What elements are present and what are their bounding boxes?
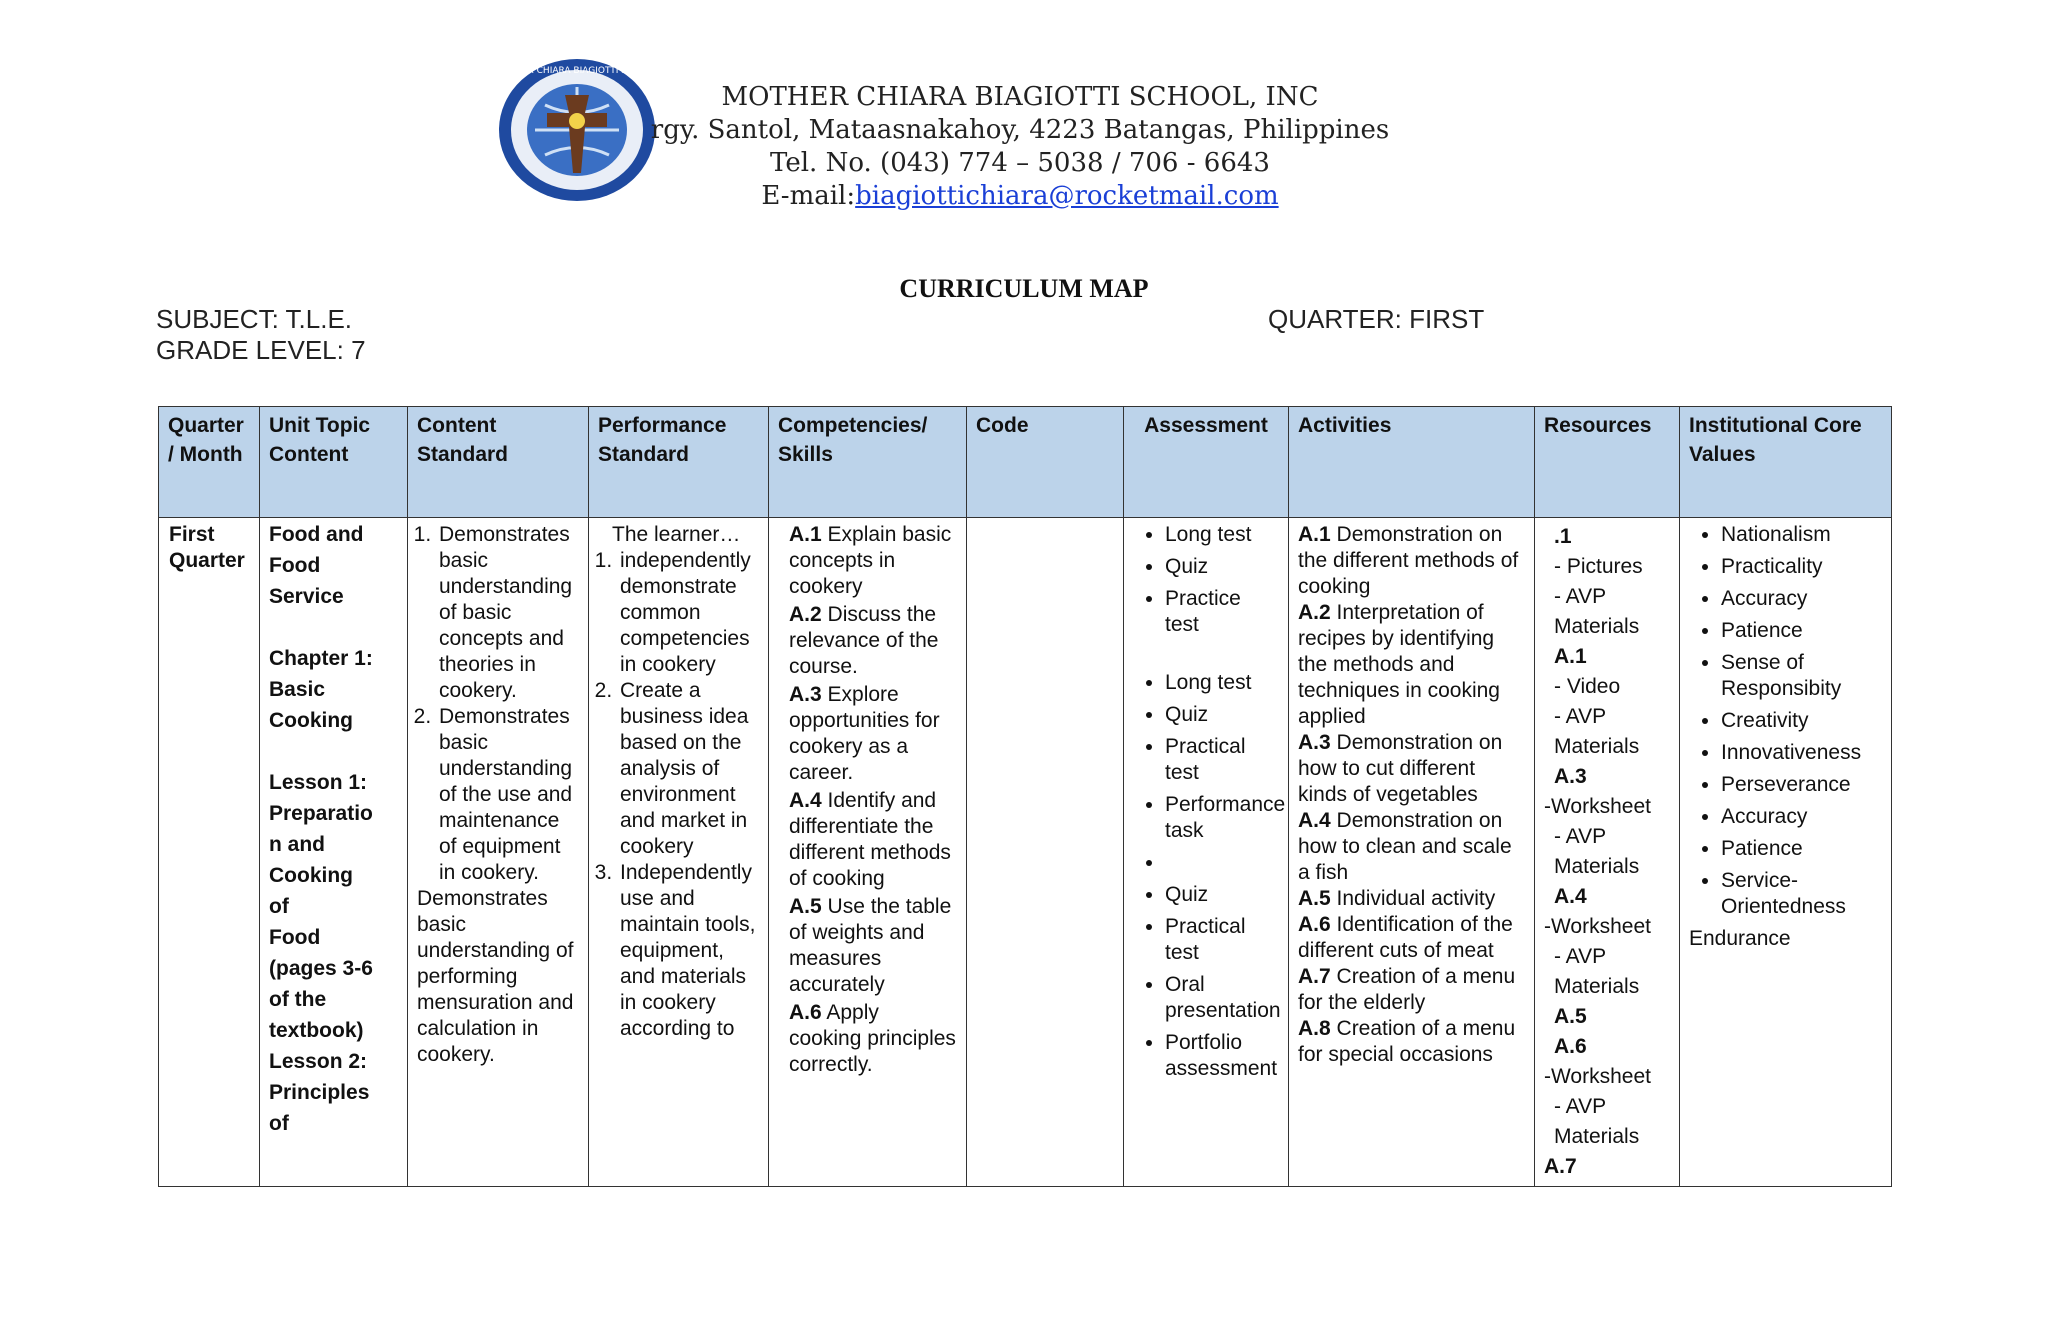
activity-text: Demonstration on how to clean and scale a fish [1298,809,1512,884]
unit-topic-line [269,739,398,770]
quarter-label: QUARTER: FIRST [1268,304,1485,334]
activity-text: Demonstration on how to cut different kinds of vegetables [1298,731,1503,806]
activities-cell [1289,518,1535,1187]
unit-topic-line: (pages 3-6 [269,957,373,980]
assessment-item: • Practical test [1165,914,1279,966]
header-content-standard: Content Standard [408,407,589,518]
core-value-item: • Nationalism [1721,522,1882,548]
core-value-item: • Perseverance [1721,772,1882,798]
core-value-extra: Endurance [1689,927,1791,950]
competency-text: Use the table of weights and measures accurately [789,895,952,996]
resource-item: A.4 [1554,885,1587,908]
unit-topic-line: of [269,895,289,918]
unit-topic-line: of [269,1112,289,1135]
resource-item: - Pictures [1554,555,1643,578]
competency-item [789,602,957,680]
header-performance-standard: Performance Standard [589,407,769,518]
competency-code: A.1 [789,523,822,546]
curriculum-map-table [158,406,1892,1187]
activity-text: Demonstration on the different methods of cooking [1298,523,1519,598]
activity-code: A.1 [1298,523,1331,546]
competency-code: A.4 [789,789,822,812]
email-link[interactable]: biagiottichiara@rocketmail.com [855,181,1279,211]
competency-code: A.6 [789,1001,822,1024]
core-value-item: • Creativity [1721,708,1882,734]
assessment-item: • Practice test [1165,586,1279,638]
competency-code: A.2 [789,603,822,626]
competency-item [789,522,957,600]
grade-level-label: GRADE LEVEL: 7 [156,335,366,365]
header-assessment: Assessment [1124,407,1289,518]
core-value-item: • Accuracy [1721,586,1882,612]
assessment-list-b [1133,670,1286,1082]
activity-code: A.8 [1298,1017,1331,1040]
resource-item: - AVP Materials [1554,705,1640,758]
resource-item: A.1 [1554,645,1587,668]
header-core-values: Institutional Core Values [1680,407,1892,518]
activity-code: A.2 [1298,601,1331,624]
competency-text: Apply cooking principles correctly. [789,1001,956,1076]
competency-text: Discuss the relevance of the course. [789,603,939,678]
assessment-item: • Practical test [1165,734,1279,786]
assessment-item: • Quiz [1165,882,1279,908]
activity-code: A.3 [1298,731,1331,754]
performance-intro: The learner… [612,523,741,546]
activity-item [1298,730,1525,808]
quarter-cell: First Quarter [159,518,260,1187]
unit-topic-line: Food [269,554,321,577]
unit-topic-line: n and [269,833,325,856]
resource-item: A.3 [1554,765,1587,788]
content-standard-extra: Demonstrates basic understanding of performing mensuration and calculation in cookery. [417,887,574,1066]
activity-code: A.4 [1298,809,1331,832]
assessment-item: • Quiz [1165,554,1279,580]
unit-topic-line: textbook) [269,1019,364,1042]
activity-text: Individual activity [1330,887,1496,910]
resource-item: - AVP Materials [1554,585,1640,638]
resource-item: A.7 [1544,1155,1577,1178]
assessment-item: • Oral presentation [1165,972,1279,1024]
resources-cell [1535,518,1680,1187]
competency-text: Explain basic concepts in cookery [789,523,952,598]
core-value-item: • Patience [1721,618,1882,644]
resource-item: -Worksheet [1544,915,1651,938]
assessment-item: • Long test [1165,522,1279,548]
unit-topic-line: Lesson 1: [269,771,368,794]
unit-topic-line: Food and [269,523,364,546]
activity-text: Interpretation of recipes by identifying the methods and techniques in cooking applied [1298,601,1500,728]
competency-item [789,894,957,998]
activity-text: Identification of the different cuts of meat [1298,913,1513,962]
resource-item: -Worksheet [1544,795,1651,818]
activity-text: Creation of a menu for the elderly [1298,965,1516,1014]
header-quarter-month: Quarter / Month [159,407,260,518]
activity-item [1298,1016,1525,1068]
core-value-item: • Practicality [1721,554,1882,580]
header-unit-topic: Unit Topic Content [260,407,408,518]
core-value-item: • Innovativeness [1721,740,1882,766]
activity-item [1298,964,1525,1016]
competency-item [789,682,957,786]
school-address: rgy. Santol, Mataasnakahoy, 4223 Batangas, Philippines [650,115,1390,145]
unit-topic-line: Chapter 1: [269,647,373,670]
activity-item [1298,886,1525,912]
assessment-item: • Performance task [1165,792,1279,844]
competency-code: A.5 [789,895,822,918]
core-value-item: • Patience [1721,836,1882,862]
unit-topic-line: Basic [269,678,326,701]
content-standard-cell [408,518,589,1187]
core-values-list [1689,522,1882,920]
resource-item: A.5 [1554,1005,1587,1028]
header-resources: Resources [1535,407,1680,518]
subject-label: SUBJECT: T.L.E. [156,304,353,334]
unit-topic-cell [260,518,408,1187]
school-telephone: Tel. No. (043) 774 – 5038 / 706 - 6643 [770,148,1270,178]
header-activities: Activities [1289,407,1535,518]
resource-item: - AVP Materials [1554,1095,1640,1148]
competency-code: A.3 [789,683,822,706]
assessment-cell [1124,518,1289,1187]
activity-code: A.5 [1298,887,1331,910]
activity-code: A.6 [1298,913,1331,936]
unit-topic-line: Principles [269,1081,370,1104]
code-cell [967,518,1124,1187]
competency-text: Explore opportunities for cookery as a career. [789,683,940,784]
performance-standard-item: 2. Create a business idea based on the analysis of environment and market in cookery [618,678,759,860]
activity-item [1298,808,1525,886]
competency-item [789,1000,957,1078]
table-row [159,518,1892,1187]
unit-topic-line: of the [269,988,327,1011]
activity-item [1298,600,1525,730]
content-standard-item: 2. Demonstrates basic understanding of the use and maintenance of equipment in cookery. [437,704,579,886]
content-standard-list [417,522,579,886]
competencies-cell [769,518,967,1187]
school-name: MOTHER CHIARA BIAGIOTTI SCHOOL, INC [721,82,1319,112]
assessment-item: • Long test [1165,670,1279,696]
activity-text: Creation of a menu for special occasions [1298,1017,1516,1066]
unit-topic-line [269,615,398,646]
school-logo [495,55,660,205]
header-competencies: Competencies/ Skills [769,407,967,518]
performance-standard-list [598,548,759,1042]
header-code: Code [967,407,1124,518]
unit-topic-line: Preparatio [269,802,373,825]
unit-topic-line: Lesson 2: [269,1050,368,1073]
assessment-item [1165,850,1279,876]
assessment-item: • Quiz [1165,702,1279,728]
resource-item: .1 [1554,525,1572,548]
resource-item: - AVP Materials [1554,945,1640,998]
email-label: E-mail: [761,181,856,211]
core-values-cell [1680,518,1892,1187]
resource-item: - AVP Materials [1554,825,1640,878]
assessment-list-a [1133,522,1279,638]
unit-topic-line: Service [269,585,344,608]
performance-standard-item: 1. independently demonstrate common competencies in cookery [618,548,759,678]
unit-topic-line: Cooking [269,709,353,732]
competency-item [789,788,957,892]
resource-item: - Video [1554,675,1621,698]
competency-text: Identify and differentiate the different methods of cooking [789,789,951,890]
activity-item [1298,522,1525,600]
core-value-item: • Service-Orientedness [1721,868,1882,920]
unit-topic-line: Cooking [269,864,353,887]
activity-item [1298,912,1525,964]
header-row [159,407,1892,518]
assessment-item: • Portfolio assessment [1165,1030,1279,1082]
school-email-line [640,181,1400,211]
content-standard-item: 1. Demonstrates basic understanding of basic concepts and theories in cookery. [437,522,579,704]
unit-topic-line: Food [269,926,321,949]
core-value-item: • Sense of Responsibity [1721,650,1882,702]
activity-code: A.7 [1298,965,1331,988]
core-value-item: • Accuracy [1721,804,1882,830]
performance-standard-cell [589,518,769,1187]
resource-item: -Worksheet [1544,1065,1651,1088]
svg-text:MOTHER CHIARA BIAGIOTTI SCHOOL: MOTHER CHIARA BIAGIOTTI SCHOOL [495,66,660,76]
resource-item: A.6 [1554,1035,1587,1058]
performance-standard-item: 3. Independently use and maintain tools, equipment, and materials in cookery according to [618,860,759,1042]
document-title: CURRICULUM MAP [899,274,1149,303]
